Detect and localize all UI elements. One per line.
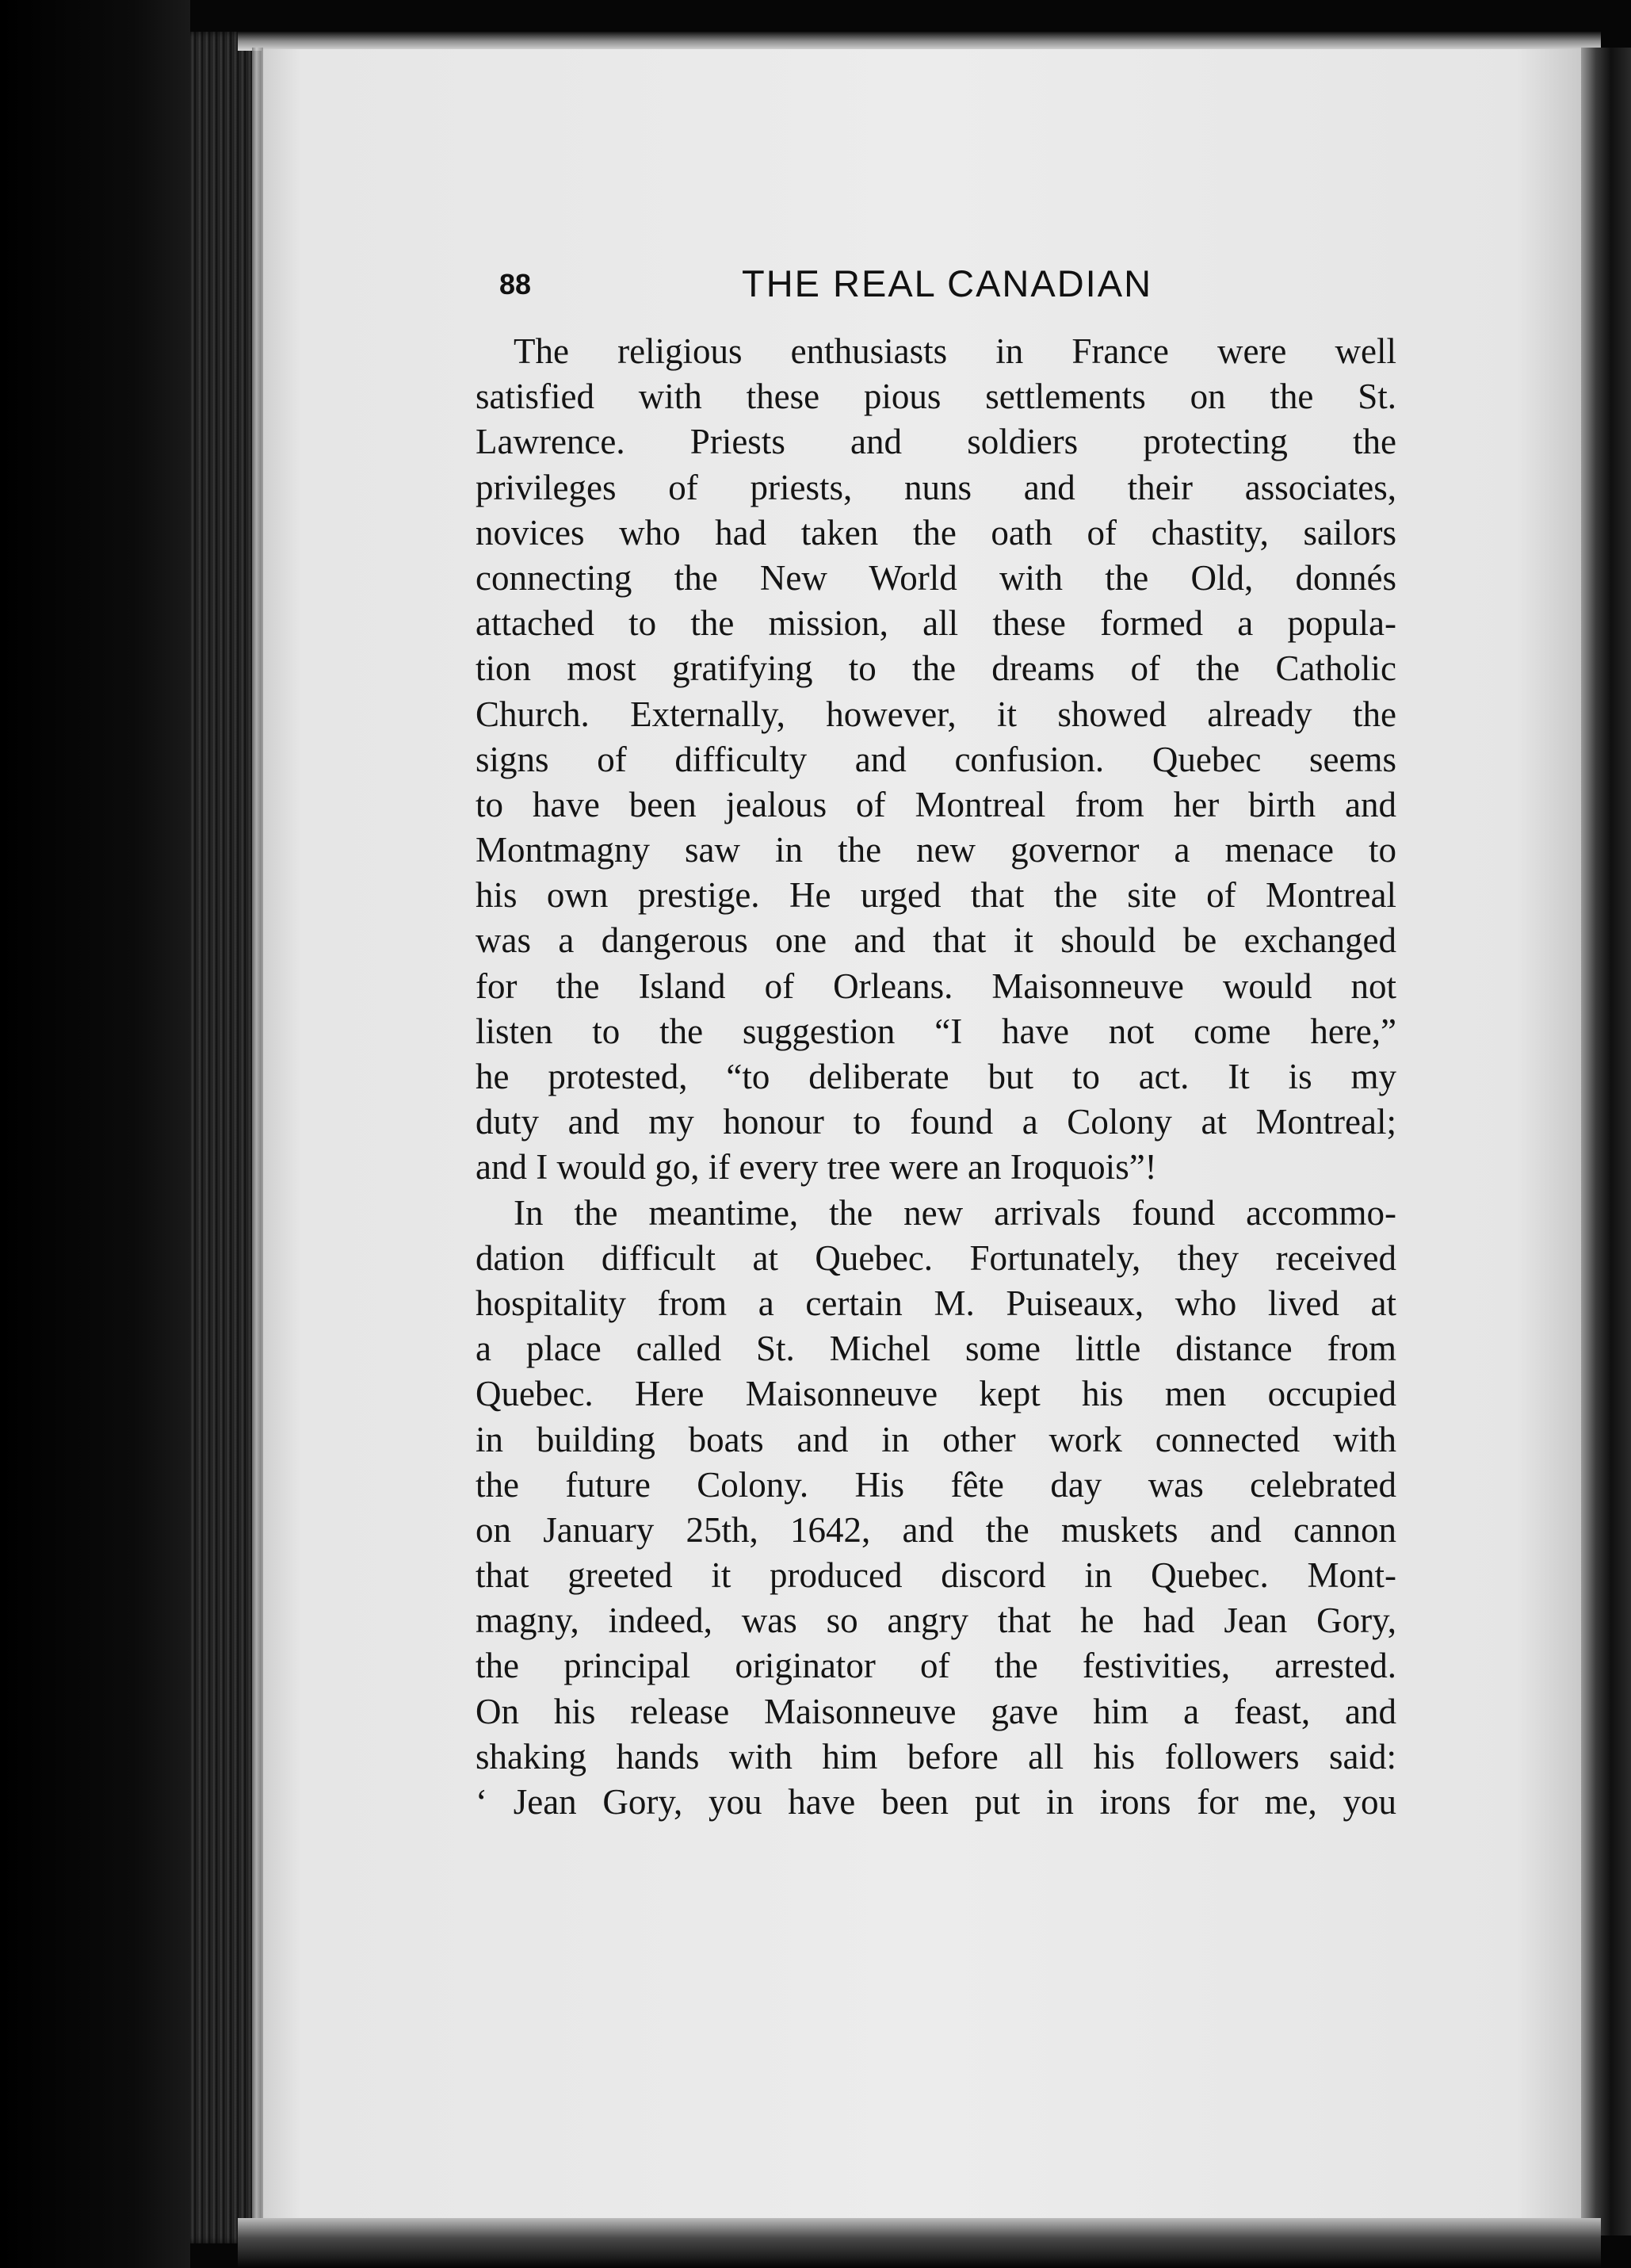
text-line: in building boats and in other work connected with: [476, 1419, 1396, 1459]
text-line: duty and my honour to found a Colony at Montreal;: [476, 1102, 1396, 1142]
page-number: 88: [499, 268, 532, 300]
text-line: tion most gratifying to the dreams of the Catholic: [476, 648, 1396, 689]
text-line: to have been jealous of Montreal from her birth and: [476, 784, 1396, 824]
text-line: Church. Externally, however, it showed already the: [476, 694, 1396, 734]
text-line: he protested, “to deliberate but to act. It is my: [476, 1057, 1396, 1096]
book-spine: [190, 32, 262, 2243]
text-line: that greeted it produced discord in Quebec. Mont-: [476, 1555, 1396, 1596]
text-line: privileges of priests, nuns and their associates,: [476, 467, 1396, 507]
text-line: Montmagny saw in the new governor a menace to: [476, 830, 1396, 870]
text-line: On his release Maisonneuve gave him a feast, and: [476, 1691, 1396, 1731]
text-line: ‘ Jean Gory, you have been put in irons for me, you: [476, 1782, 1396, 1822]
text-line: on January 25th, 1642, and the muskets and cannon: [476, 1509, 1396, 1550]
page-top-edge: [238, 32, 1601, 51]
running-title: THE REAL CANADIAN: [741, 262, 1153, 304]
text-line: dation difficult at Quebec. Fortunately, they received: [476, 1237, 1396, 1278]
body-text: [476, 329, 1396, 1825]
text-line: shaking hands with him before all his followers said:: [476, 1736, 1396, 1777]
text-line: his own prestige. He urged that the site of Montreal: [476, 875, 1396, 916]
text-line: satisfied with these pious settlements on the St.: [476, 377, 1396, 417]
page-right-edge: [1581, 48, 1631, 2235]
page-bottom-edge: [238, 2218, 1601, 2268]
text-line: In the meantime, the new arrivals found accommo-: [514, 1192, 1396, 1233]
text-line: a place called St. Michel some little distance from: [476, 1329, 1396, 1369]
text-line: novices who had taken the oath of chastity, sailors: [476, 512, 1396, 553]
text-line: signs of difficulty and confusion. Quebec seems: [476, 739, 1396, 779]
text-line: hospitality from a certain M. Puiseaux, who lived at: [476, 1283, 1396, 1323]
text-line: attached to the mission, all these formed a popula-: [476, 603, 1396, 644]
text-line: Lawrence. Priests and soldiers protecting the: [476, 422, 1396, 462]
text-line: connecting the New World with the Old, donnés: [476, 557, 1396, 598]
text-line: the future Colony. His fête day was celebrated: [476, 1464, 1396, 1505]
text-line: the principal originator of the festivities, arrested.: [476, 1646, 1396, 1686]
text-line: The religious enthusiasts in France were well: [514, 331, 1396, 371]
text-line: magny, indeed, was so angry that he had Jean Gory,: [476, 1601, 1396, 1641]
scan-background-left: [0, 0, 190, 2268]
text-line: for the Island of Orleans. Maisonneuve would not: [476, 966, 1396, 1006]
page-header: [499, 262, 1395, 317]
text-line: and I would go, if every tree were an Iroquois”!: [476, 1147, 1157, 1188]
text-line: Quebec. Here Maisonneuve kept his men occupied: [476, 1374, 1396, 1414]
text-line: was a dangerous one and that it should be exchanged: [476, 920, 1396, 961]
text-line: listen to the suggestion “I have not come here,”: [476, 1011, 1396, 1051]
page-gutter-edge: [252, 48, 263, 2220]
